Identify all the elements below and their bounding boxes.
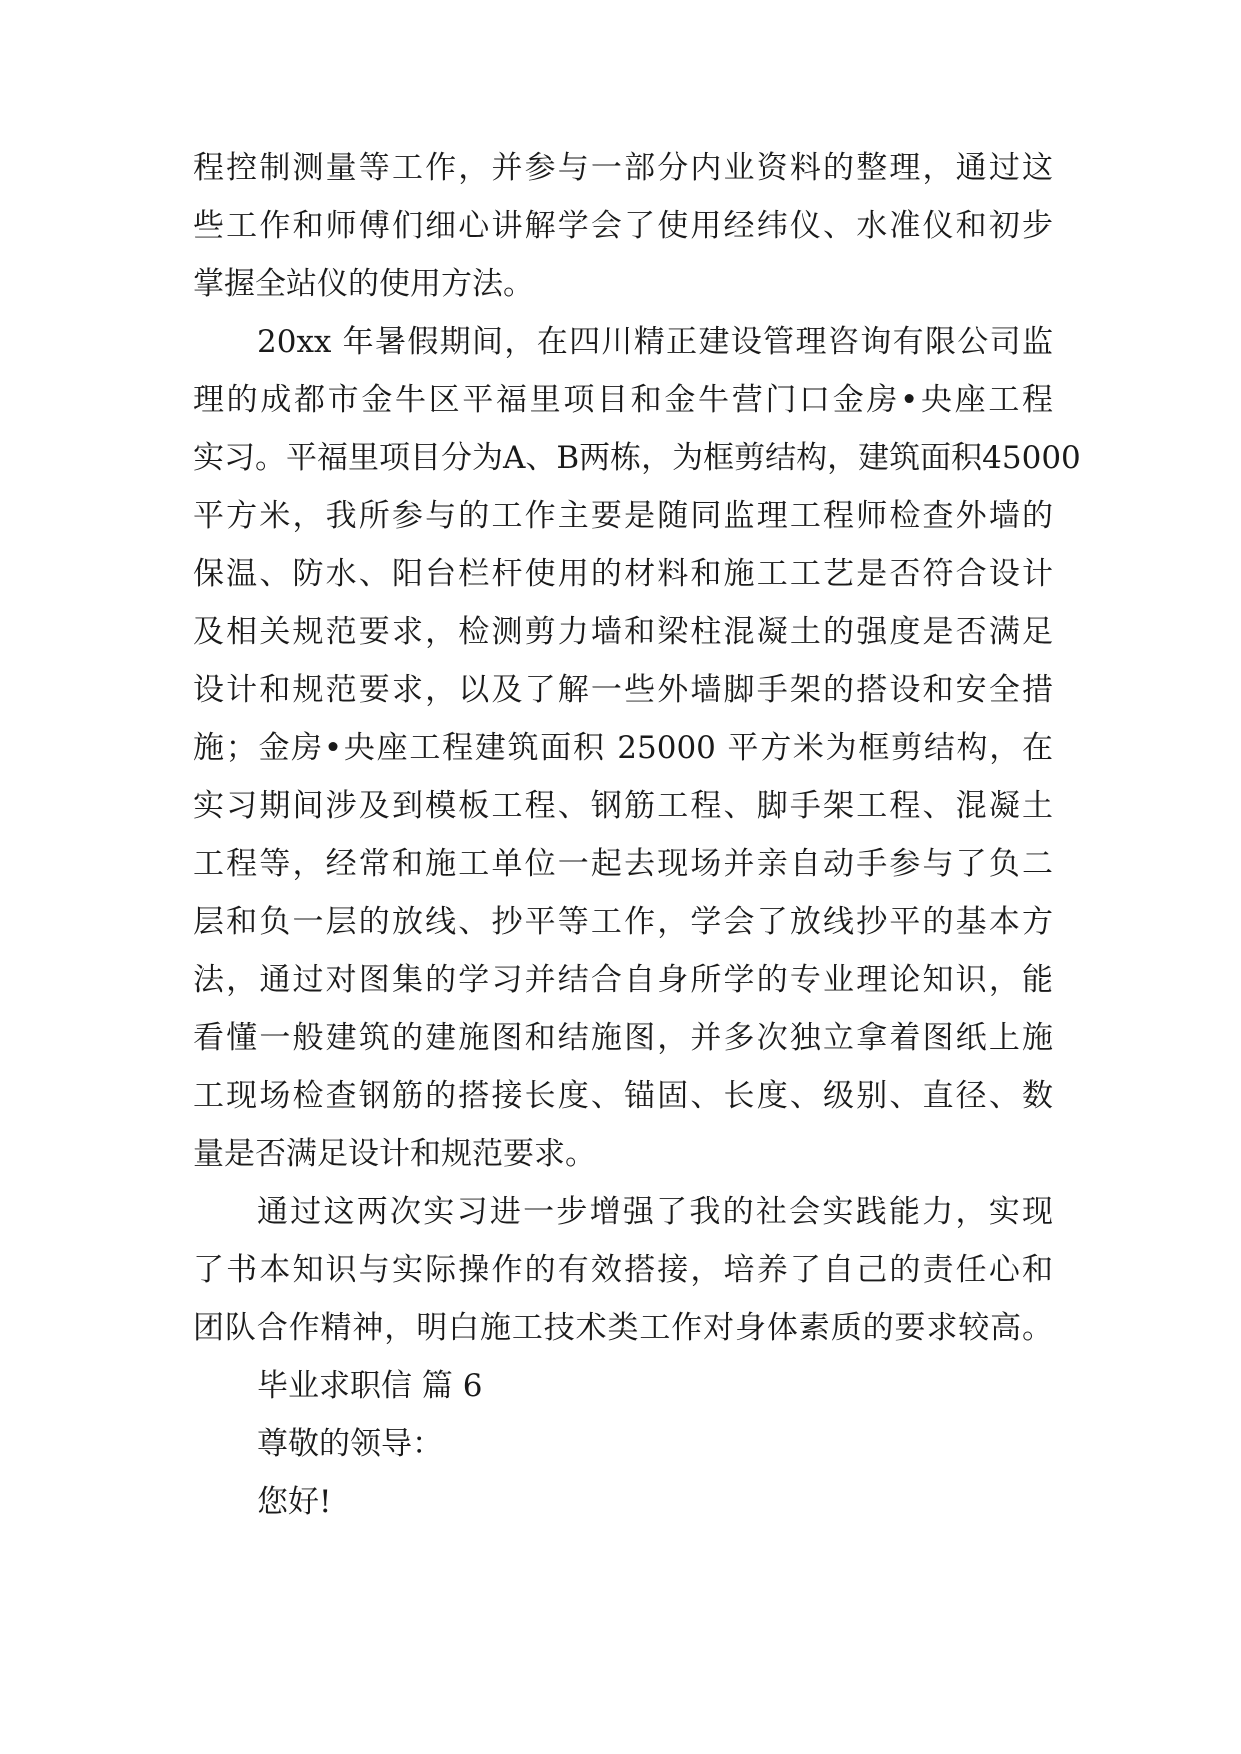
paragraph-2-line-11: 层和负一层的放线、抄平等工作，学会了放线抄平的基本方 — [193, 904, 1053, 940]
paragraph-2-line-12: 法，通过对图集的学习并结合自身所学的专业理论知识，能 — [193, 962, 1053, 998]
paragraph-2-line-7: 设计和规范要求，以及了解一些外墙脚手架的搭设和安全措 — [193, 672, 1053, 708]
paragraph-2-line-15: 量是否满足设计和规范要求。 — [193, 1136, 596, 1172]
paragraph-2-line-4: 平方米，我所参与的工作主要是随同监理工程师检查外墙的 — [193, 498, 1053, 534]
salutation: 尊敬的领导： — [257, 1426, 443, 1462]
paragraph-2-line-10: 工程等，经常和施工单位一起去现场并亲自动手参与了负二 — [193, 846, 1053, 882]
paragraph-2-line-14: 工现场检查钢筋的搭接长度、锚固、长度、级别、直径、数 — [193, 1078, 1053, 1114]
paragraph-3-line-3: 团队合作精神，明白施工技术类工作对身体素质的要求较高。 — [193, 1310, 1053, 1346]
paragraph-2-line-1: 20xx 年暑假期间，在四川精正建设管理咨询有限公司监 — [257, 324, 1053, 360]
paragraph-1-line-2: 些工作和师傅们细心讲解学会了使用经纬仪、水准仪和初步 — [193, 208, 1053, 244]
paragraph-2-line-8: 施；金房•央座工程建筑面积 25000 平方米为框剪结构，在 — [193, 730, 1053, 766]
paragraph-3-line-2: 了书本知识与实际操作的有效搭接，培养了自己的责任心和 — [193, 1252, 1053, 1288]
paragraph-3-line-1: 通过这两次实习进一步增强了我的社会实践能力，实现 — [257, 1194, 1053, 1230]
paragraph-2-line-6: 及相关规范要求，检测剪力墙和梁柱混凝土的强度是否满足 — [193, 614, 1053, 650]
paragraph-1-line-1: 程控制测量等工作，并参与一部分内业资料的整理，通过这 — [193, 150, 1053, 186]
paragraph-2-line-2: 理的成都市金牛区平福里项目和金牛营门口金房•央座工程 — [193, 382, 1053, 418]
paragraph-2-line-9: 实习期间涉及到模板工程、钢筋工程、脚手架工程、混凝土 — [193, 788, 1053, 824]
paragraph-2-line-13: 看懂一般建筑的建施图和结施图，并多次独立拿着图纸上施 — [193, 1020, 1053, 1056]
greeting: 您好! — [257, 1484, 332, 1520]
paragraph-2-line-5: 保温、防水、阳台栏杆使用的材料和施工工艺是否符合设计 — [193, 556, 1053, 592]
section-title: 毕业求职信 篇 6 — [257, 1368, 483, 1404]
paragraph-2-line-3: 实习。平福里项目分为A、B两栋，为框剪结构，建筑面积45000 — [193, 440, 1081, 476]
paragraph-1-line-3: 掌握全站仪的使用方法。 — [193, 266, 534, 302]
